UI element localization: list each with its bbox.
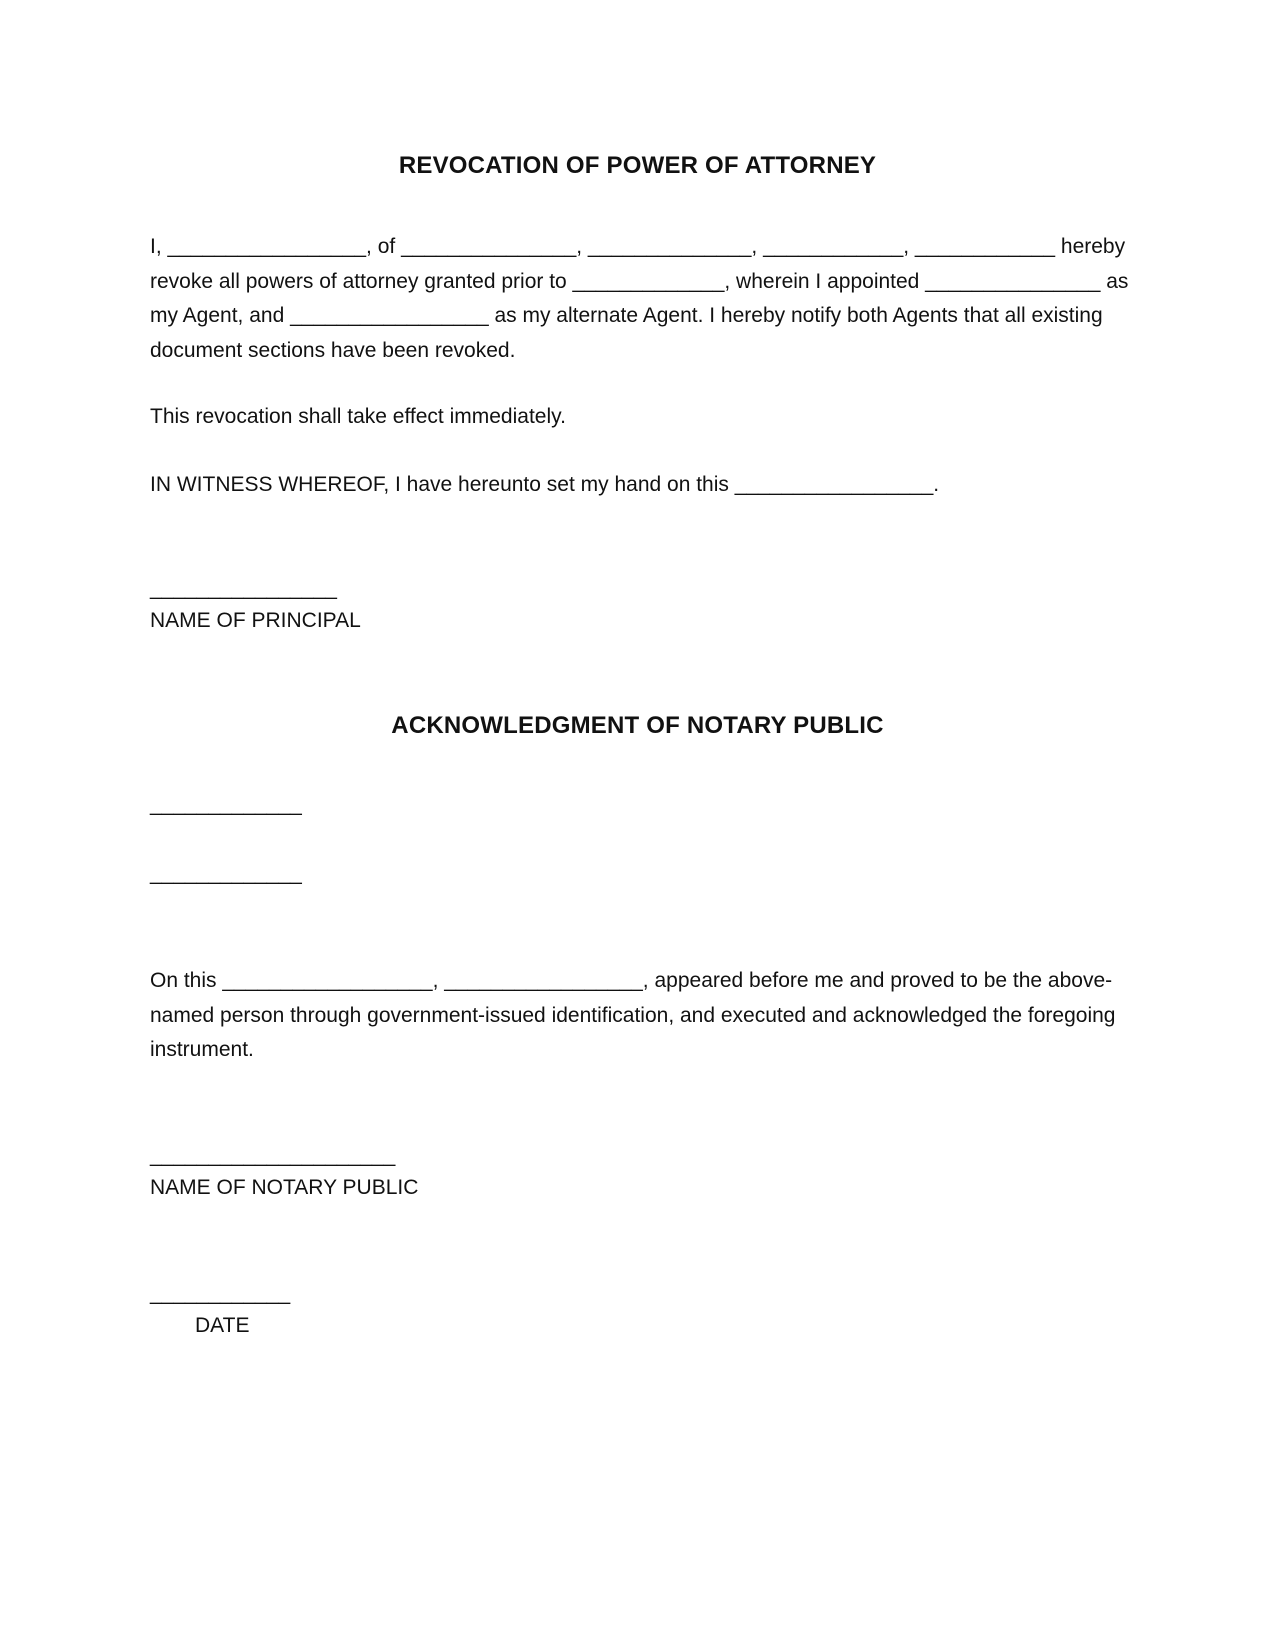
notary-signature-line: _____________________ [150, 1144, 396, 1167]
principal-signature-line: ________________ [150, 577, 337, 600]
date-line: ____________ [150, 1282, 291, 1305]
revocation-paragraph-2: This revocation shall take effect immediately. [150, 405, 566, 428]
principal-label: NAME OF PRINCIPAL [150, 609, 361, 632]
notary-paragraph: On this __________________, _________________, appeared before me and proved to be the above-named person through government-issued identification, and executed and acknowledged the foregoing instrument. [150, 969, 1116, 1061]
date-label: DATE [195, 1314, 250, 1337]
notary-title: ACKNOWLEDGMENT OF NOTARY PUBLIC [391, 712, 884, 739]
notary-label: NAME OF NOTARY PUBLIC [150, 1176, 419, 1199]
witness-paragraph: IN WITNESS WHEREOF, I have hereunto set my hand on this _________________. [150, 473, 940, 496]
revocation-title: REVOCATION OF POWER OF ATTORNEY [398, 152, 877, 179]
notary-blank-line-2: _____________ [150, 862, 302, 885]
revocation-paragraph-1: I, _________________, of _______________, ______________, ____________, ____________ hereby revoke all powers of attorney granted prior to _____________, wherein I appointed _______________ as my Agent, and _________________ as my alternate Agent. I hereby notify both Agents that all existing document sections have been revoked. [150, 235, 1129, 362]
notary-blank-line-1: _____________ [150, 793, 302, 816]
